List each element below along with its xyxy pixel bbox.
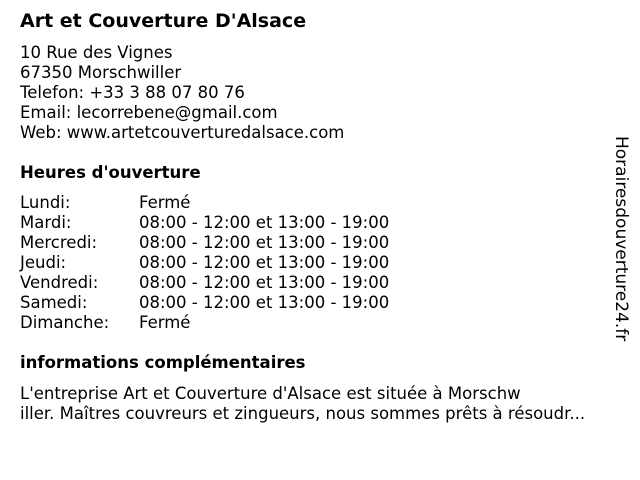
hours-row-jeudi	[20, 253, 440, 273]
day-label: Mardi:	[20, 213, 72, 232]
hours-row-mardi	[20, 213, 440, 233]
day-hours: Fermé	[139, 193, 191, 212]
site-watermark: Horairesdouverture24.fr	[611, 136, 631, 342]
day-hours: 08:00 - 12:00 et 13:00 - 19:00	[139, 213, 390, 232]
business-description	[20, 384, 620, 424]
day-label: Mercredi:	[20, 233, 98, 252]
city-postcode: 67350 Morschwiller	[20, 63, 182, 82]
opening-hours-table	[20, 193, 440, 333]
street-address: 10 Rue des Vignes	[20, 43, 173, 62]
contact-block	[20, 43, 344, 143]
business-name: Art et Couverture D'Alsace	[20, 10, 307, 32]
description-line: iller. Maîtres couvreurs et zingueurs, nous sommes prêts à résoudr...	[20, 404, 586, 423]
day-label: Jeudi:	[20, 253, 67, 272]
day-label: Lundi:	[20, 193, 71, 212]
hours-row-samedi	[20, 293, 440, 313]
day-hours: 08:00 - 12:00 et 13:00 - 19:00	[139, 293, 390, 312]
hours-row-mercredi	[20, 233, 440, 253]
day-label: Dimanche:	[20, 313, 110, 332]
opening-hours-heading: Heures d'ouverture	[20, 163, 201, 182]
day-hours: 08:00 - 12:00 et 13:00 - 19:00	[139, 233, 390, 252]
day-label: Vendredi:	[20, 273, 99, 292]
email-address[interactable]: Email: lecorrebene@gmail.com	[20, 103, 278, 122]
day-hours: 08:00 - 12:00 et 13:00 - 19:00	[139, 253, 390, 272]
day-hours: Fermé	[139, 313, 191, 332]
description-line: L'entreprise Art et Couverture d'Alsace est située à Morschw	[20, 384, 521, 403]
additional-info-heading: informations complémentaires	[20, 353, 306, 372]
day-hours: 08:00 - 12:00 et 13:00 - 19:00	[139, 273, 390, 292]
website-link[interactable]: Web: www.artetcouverturedalsace.com	[20, 123, 345, 142]
hours-row-dimanche	[20, 313, 440, 333]
phone-number[interactable]: Telefon: +33 3 88 07 80 76	[20, 83, 245, 102]
hours-row-vendredi	[20, 273, 440, 293]
day-label: Samedi:	[20, 293, 88, 312]
hours-row-lundi	[20, 193, 440, 213]
